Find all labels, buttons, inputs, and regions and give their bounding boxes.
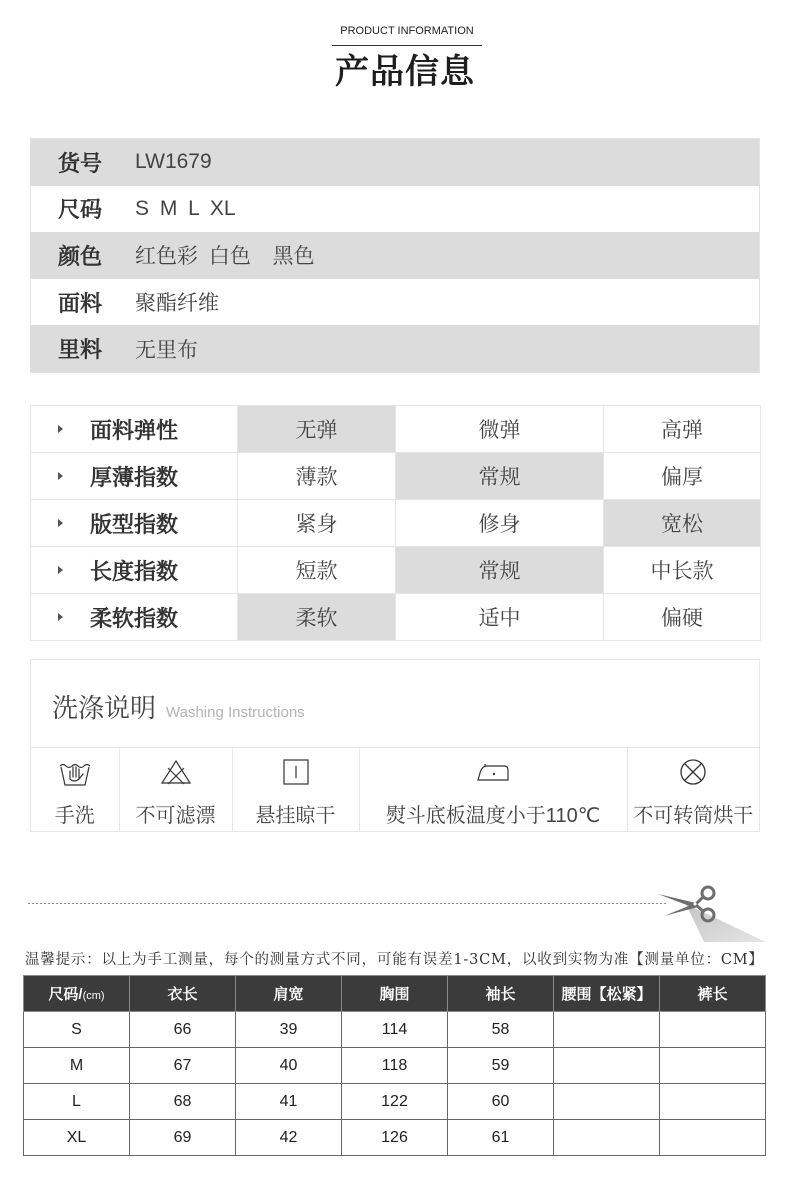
- info-row: [31, 186, 759, 233]
- washing-icon-cell: [627, 748, 759, 795]
- measure-cell: 67: [130, 1048, 236, 1084]
- size-header-label: 尺码/: [48, 986, 83, 1003]
- scissors-icon: [650, 880, 770, 946]
- size-header: 衣长: [130, 976, 236, 1012]
- header-divider: [332, 45, 482, 46]
- washing-label: 不可滤漂: [119, 795, 232, 831]
- index-label-text: 柔软指数: [90, 605, 179, 631]
- index-label: [31, 500, 238, 547]
- washing-icon-cell: [232, 748, 359, 795]
- info-label: 颜色: [58, 243, 103, 269]
- size-cell: S: [24, 1012, 130, 1048]
- measure-cell: 39: [236, 1012, 342, 1048]
- washing-icon-cell: [119, 748, 232, 795]
- size-header: 袖长: [448, 976, 554, 1012]
- washing-label: 悬挂晾干: [232, 795, 359, 831]
- info-row: [31, 139, 759, 186]
- measure-cell: 60: [448, 1084, 554, 1120]
- measure-cell: 69: [130, 1120, 236, 1156]
- empty-cell: [660, 1084, 766, 1120]
- index-label: [31, 594, 238, 641]
- washing-symbols-table: [31, 748, 759, 831]
- index-label-text: 版型指数: [90, 511, 179, 537]
- triangle-right-icon: [58, 472, 63, 480]
- index-row: [31, 594, 761, 641]
- size-row: [24, 1012, 766, 1048]
- measure-cell: 61: [448, 1120, 554, 1156]
- info-value: 聚酯纤维: [135, 292, 219, 316]
- size-header: 腰围【松紧】: [554, 976, 660, 1012]
- size-header: 裤长: [660, 976, 766, 1012]
- index-row: [31, 453, 761, 500]
- info-value: S M L XL: [135, 196, 236, 220]
- index-label-text: 面料弹性: [90, 417, 179, 443]
- size-header: 肩宽: [236, 976, 342, 1012]
- washing-icon-cell: [359, 748, 627, 795]
- washing-instructions: [30, 659, 760, 832]
- index-label: [31, 406, 238, 453]
- index-row: [31, 406, 761, 453]
- washing-label: 熨斗底板温度小于110℃: [359, 795, 627, 831]
- no-tumble-dry-icon: [679, 758, 707, 786]
- measure-cell: 59: [448, 1048, 554, 1084]
- basic-info-table: [30, 138, 760, 373]
- empty-cell: [554, 1012, 660, 1048]
- hang-dry-icon: [283, 759, 309, 785]
- header-subtitle: PRODUCT INFORMATION: [340, 25, 474, 37]
- measure-cell: 126: [342, 1120, 448, 1156]
- triangle-right-icon: [58, 566, 63, 574]
- index-label: [31, 547, 238, 594]
- index-label: [31, 453, 238, 500]
- info-label: 里料: [58, 337, 103, 363]
- index-option: 偏厚: [604, 453, 761, 500]
- size-cell: XL: [24, 1120, 130, 1156]
- measure-cell: 114: [342, 1012, 448, 1048]
- size-note: 温馨提示：以上为手工测量，每个的测量方式不同，可能有误差1-3CM，以收到实物为准【测量单位：CM】: [25, 952, 764, 968]
- measure-cell: 66: [130, 1012, 236, 1048]
- index-label-text: 长度指数: [90, 558, 179, 584]
- info-label: 货号: [58, 150, 103, 176]
- index-label-text: 厚薄指数: [90, 464, 179, 490]
- index-option: 常规: [396, 453, 604, 500]
- triangle-right-icon: [58, 519, 63, 527]
- index-row: [31, 547, 761, 594]
- measure-cell: 68: [130, 1084, 236, 1120]
- fabric-index-table: [30, 405, 761, 641]
- measure-cell: 122: [342, 1084, 448, 1120]
- measure-cell: 118: [342, 1048, 448, 1084]
- info-row: [31, 279, 759, 326]
- empty-cell: [554, 1048, 660, 1084]
- triangle-right-icon: [58, 613, 63, 621]
- dotted-cut-line: [28, 903, 668, 904]
- size-row: [24, 1048, 766, 1084]
- index-option: 柔软: [238, 594, 396, 641]
- washing-title: 洗涤说明: [52, 693, 157, 723]
- index-option: 紧身: [238, 500, 396, 547]
- size-header: 胸围: [342, 976, 448, 1012]
- index-option: 适中: [396, 594, 604, 641]
- washing-subtitle: Washing Instructions: [166, 704, 305, 721]
- size-header-row: [24, 976, 766, 1012]
- measure-cell: 42: [236, 1120, 342, 1156]
- index-option: 无弹: [238, 406, 396, 453]
- empty-cell: [660, 1048, 766, 1084]
- no-bleach-icon: [159, 759, 193, 785]
- info-row: [31, 325, 759, 372]
- empty-cell: [554, 1084, 660, 1120]
- index-row: [31, 500, 761, 547]
- index-option: 高弹: [604, 406, 761, 453]
- info-value: 红色彩 白色 黑色: [135, 245, 315, 269]
- hand-wash-icon: [58, 757, 92, 787]
- triangle-right-icon: [58, 425, 63, 433]
- index-option: 微弹: [396, 406, 604, 453]
- info-label: 尺码: [58, 197, 103, 223]
- info-value: LW1679: [135, 150, 212, 174]
- washing-labels-row: [31, 795, 759, 831]
- info-label: 面料: [58, 290, 103, 316]
- size-row: [24, 1084, 766, 1120]
- washing-label: 不可转筒烘干: [627, 795, 759, 831]
- washing-icon-cell: [31, 748, 119, 795]
- size-header-unit: (cm): [82, 990, 105, 1002]
- paper-fold-corner: [686, 904, 766, 942]
- iron-low-temp-icon: [476, 762, 510, 782]
- index-option: 薄款: [238, 453, 396, 500]
- washing-header: [31, 660, 759, 748]
- empty-cell: [554, 1120, 660, 1156]
- index-option: 中长款: [604, 547, 761, 594]
- measure-cell: 41: [236, 1084, 342, 1120]
- measure-cell: 58: [448, 1012, 554, 1048]
- index-option: 修身: [396, 500, 604, 547]
- size-cell: M: [24, 1048, 130, 1084]
- size-header-size: [24, 976, 130, 1012]
- info-value: 无里布: [135, 338, 198, 362]
- size-row: [24, 1120, 766, 1156]
- size-cell: L: [24, 1084, 130, 1120]
- empty-cell: [660, 1120, 766, 1156]
- index-option: 宽松: [604, 500, 761, 547]
- index-option: 短款: [238, 547, 396, 594]
- washing-icons-row: [31, 748, 759, 795]
- empty-cell: [660, 1012, 766, 1048]
- index-option: 常规: [396, 547, 604, 594]
- washing-label: 手洗: [54, 804, 95, 827]
- info-row: [31, 232, 759, 279]
- size-chart-table: [23, 975, 766, 1156]
- page-title: 产品信息: [335, 53, 475, 91]
- index-option: 偏硬: [604, 594, 761, 641]
- measure-cell: 40: [236, 1048, 342, 1084]
